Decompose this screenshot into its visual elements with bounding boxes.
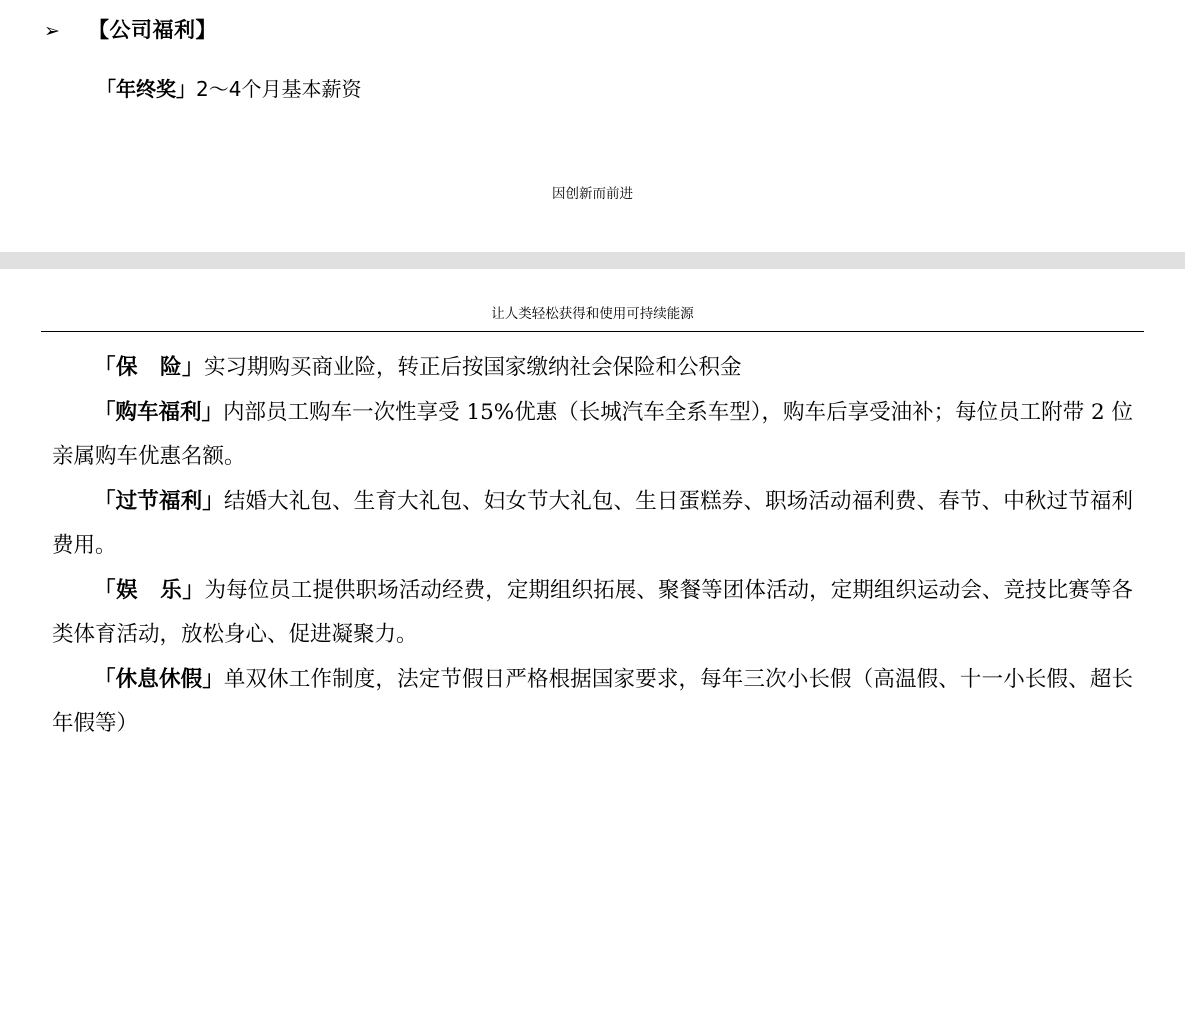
benefit-label: 「娱 乐」 [94,577,205,603]
benefit-text: 实习期购买商业险，转正后按国家缴纳社会保险和公积金 [204,355,742,380]
benefit-item [0,346,1185,391]
benefit-text: 为每位员工提供职场活动经费，定期组织拓展、聚餐等团体活动，定期组织运动会、竞技比赛等各类体育活动，放松身心、促进凝聚力。 [52,577,1133,647]
benefit-item [0,391,1185,480]
benefit-item [0,658,1185,747]
arrow-bullet-icon: ➢ [44,20,60,42]
page-break-divider [0,252,1185,269]
annual-bonus-paragraph [0,44,1185,108]
benefit-text: 结婚大礼包、生育大礼包、妇女节大礼包、生日蛋糕券、职场活动福利费、春节、中秋过节福利费用。 [52,488,1133,558]
benefit-item [0,569,1185,658]
benefit-label: 「过节福利」 [94,488,224,514]
page-footer-slogan: 因创新而前进 [552,186,633,202]
benefit-item [0,480,1185,569]
company-benefits-heading [0,0,1185,44]
company-benefits-heading-label: 【公司福利】 [88,18,217,42]
annual-bonus-text: 2～4个月基本薪资 [196,77,362,101]
lower-page-fragment [0,302,1185,747]
benefit-text: 内部员工购车一次性享受 15%优惠（长城汽车全系车型），购车后享受油补；每位员工附带 2 位亲属购车优惠名额。 [52,399,1133,469]
benefits-list [0,332,1185,747]
benefit-label: 「购车福利」 [94,399,224,425]
benefit-label: 「休息休假」 [94,666,224,692]
page-header-slogan: 让人类轻松获得和使用可持续能源 [491,306,694,322]
upper-page-fragment [0,0,1185,202]
benefit-text: 单双休工作制度，法定节假日严格根据国家要求，每年三次小长假（高温假、十一小长假、超长年假等） [52,666,1133,736]
benefit-label: 「保 险」 [94,355,205,380]
annual-bonus-label: 「年终奖」 [96,77,196,101]
